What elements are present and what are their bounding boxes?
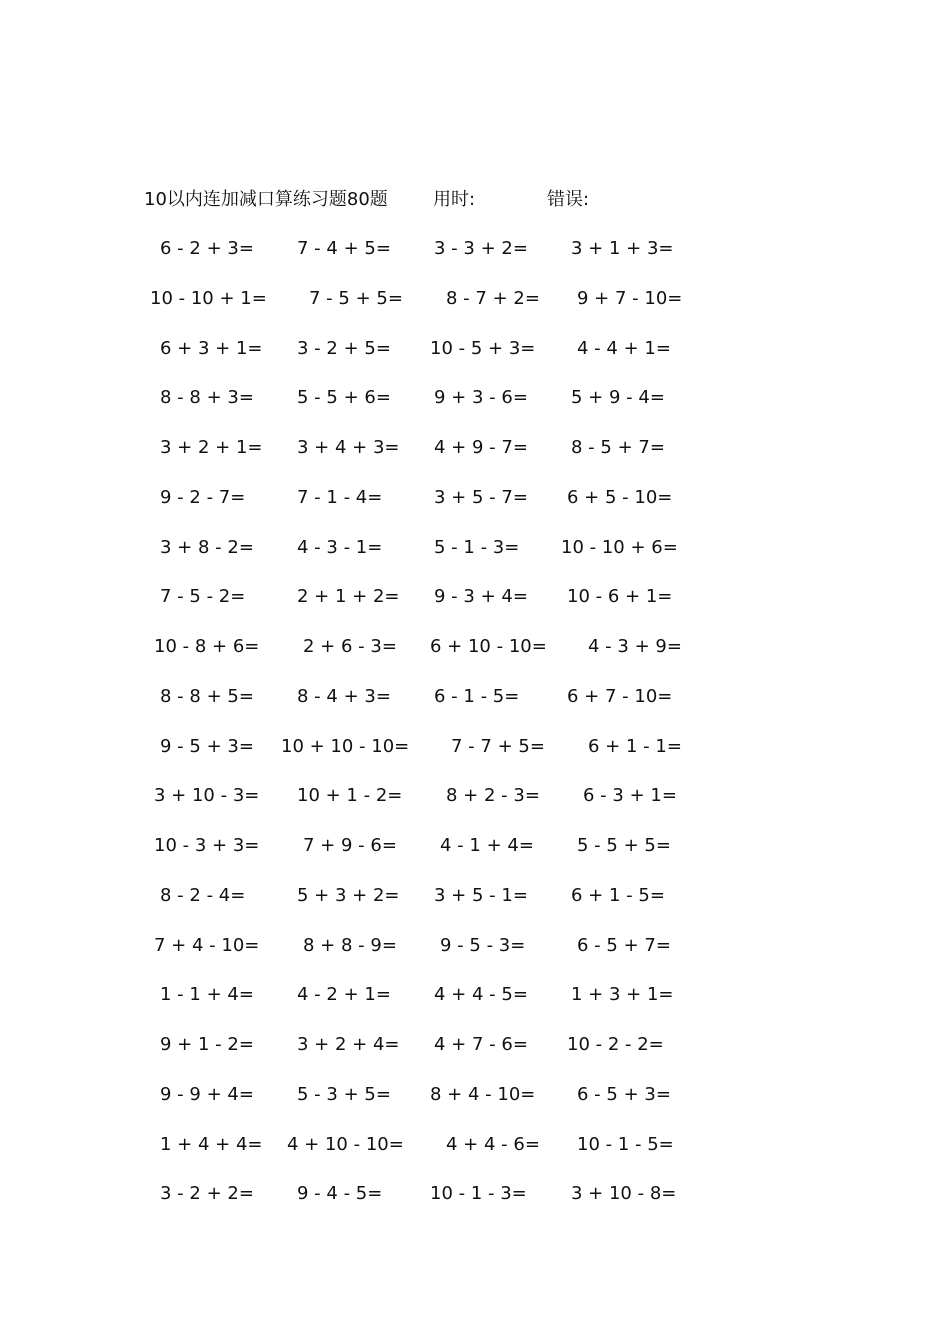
problem-item: 3 + 10 - 3= [154,785,260,807]
problem-row [0,980,950,1030]
problem-item: 7 + 9 - 6= [303,835,397,856]
problem-row [0,881,950,931]
problem-item: 3 + 8 - 2= [160,536,254,558]
problem-item: 6 - 3 + 1= [583,785,677,807]
problem-item: 10 - 3 + 3= [154,835,260,856]
problem-row [0,682,950,732]
problem-row [0,383,950,433]
problem-item: 3 - 2 + 2= [160,1183,254,1205]
problem-item: 8 - 8 + 3= [160,387,254,409]
problem-row [0,433,950,483]
problem-item: 9 - 2 - 7= [160,486,246,508]
problem-item: 4 + 4 - 5= [434,984,528,1006]
problem-item: 6 + 1 - 5= [571,884,665,906]
problem-item: 8 - 4 + 3= [297,685,391,707]
problem-item: 10 - 2 - 2= [567,1034,664,1055]
problem-item: 4 - 2 + 1= [297,984,391,1006]
problem-row [0,931,950,981]
problem-item: 4 + 9 - 7= [434,437,528,458]
problem-item: 8 - 8 + 5= [160,685,254,707]
problem-item: 6 - 5 + 3= [577,1083,671,1105]
problem-item: 3 + 10 - 8= [571,1183,677,1205]
problem-item: 1 - 1 + 4= [160,984,254,1006]
problem-item: 3 + 4 + 3= [297,437,400,458]
problem-item: 6 + 10 - 10= [430,636,547,657]
problem-item: 8 + 4 - 10= [430,1083,536,1105]
problem-row [0,781,950,831]
problem-item: 4 + 10 - 10= [287,1133,404,1155]
problem-item: 3 + 5 - 1= [434,884,528,906]
problem-item: 4 + 4 - 6= [446,1133,540,1155]
problem-item: 9 + 1 - 2= [160,1034,254,1055]
problem-item: 6 + 5 - 10= [567,486,673,508]
problem-item: 10 - 5 + 3= [430,337,536,359]
problem-item: 6 + 1 - 1= [588,735,682,757]
problem-item: 5 - 3 + 5= [297,1083,391,1105]
problem-item: 4 - 3 - 1= [297,536,383,558]
problem-row [0,1130,950,1180]
problem-item: 7 - 5 - 2= [160,586,246,608]
problem-row [0,334,950,384]
problem-item: 7 - 4 + 5= [297,238,391,259]
problem-row [0,483,950,533]
problem-item: 3 + 5 - 7= [434,486,528,508]
problem-item: 5 + 3 + 2= [297,884,400,906]
problem-item: 6 - 2 + 3= [160,238,254,259]
problem-item: 9 - 4 - 5= [297,1183,383,1205]
worksheet-title: 10以内连加减口算练习题80题 [144,189,388,210]
problem-row [0,732,950,782]
problem-row [0,582,950,632]
problem-item: 2 + 1 + 2= [297,586,400,608]
problem-item: 3 + 2 + 4= [297,1034,400,1055]
problem-item: 9 + 3 - 6= [434,387,528,409]
problem-item: 6 + 7 - 10= [567,685,673,707]
problem-item: 6 - 1 - 5= [434,685,520,707]
problem-item: 10 + 1 - 2= [297,785,403,807]
problem-item: 1 + 3 + 1= [571,984,674,1006]
problem-item: 5 - 5 + 6= [297,387,391,409]
problem-item: 7 - 7 + 5= [451,735,545,757]
problem-item: 10 + 10 - 10= [281,735,410,757]
problem-item: 9 - 9 + 4= [160,1083,254,1105]
problem-item: 4 - 3 + 9= [588,636,682,657]
problem-item: 10 - 10 + 1= [150,287,267,309]
problem-item: 9 - 5 + 3= [160,735,254,757]
problem-item: 8 - 7 + 2= [446,287,540,309]
problem-item: 8 + 2 - 3= [446,785,540,807]
problem-item: 2 + 6 - 3= [303,636,397,657]
problem-item: 10 - 10 + 6= [561,536,678,558]
problem-item: 7 - 1 - 4= [297,486,383,508]
problem-item: 3 + 2 + 1= [160,437,263,458]
problem-item: 4 - 4 + 1= [577,337,671,359]
problem-item: 7 + 4 - 10= [154,934,260,956]
time-used-label: 用时: [433,189,476,210]
problem-item: 6 - 5 + 7= [577,934,671,956]
problem-row [0,1080,950,1130]
problem-grid [0,234,950,1229]
problem-item: 8 - 5 + 7= [571,437,665,458]
problem-item: 5 - 1 - 3= [434,536,520,558]
problem-item: 8 + 8 - 9= [303,934,397,956]
problem-row [0,533,950,583]
problem-row [0,1179,950,1229]
problem-row [0,831,950,881]
problem-item: 6 + 3 + 1= [160,337,263,359]
problem-item: 8 - 2 - 4= [160,884,246,906]
problem-item: 9 - 3 + 4= [434,586,528,608]
problem-item: 3 + 1 + 3= [571,238,674,259]
problem-item: 10 - 1 - 5= [577,1133,674,1155]
problem-item: 3 - 3 + 2= [434,238,528,259]
problem-item: 10 - 6 + 1= [567,586,673,608]
problem-item: 5 + 9 - 4= [571,387,665,409]
problem-item: 10 - 1 - 3= [430,1183,527,1205]
problem-item: 9 - 5 - 3= [440,934,526,956]
problem-item: 7 - 5 + 5= [309,287,403,309]
problem-row [0,234,950,284]
error-count-label: 错误: [547,189,590,210]
problem-item: 5 - 5 + 5= [577,835,671,856]
problem-item: 4 - 1 + 4= [440,835,534,856]
problem-row [0,284,950,334]
problem-row [0,632,950,682]
problem-item: 10 - 8 + 6= [154,636,260,657]
problem-item: 9 + 7 - 10= [577,287,683,309]
problem-item: 3 - 2 + 5= [297,337,391,359]
problem-row [0,1030,950,1080]
problem-item: 4 + 7 - 6= [434,1034,528,1055]
problem-item: 1 + 4 + 4= [160,1133,263,1155]
